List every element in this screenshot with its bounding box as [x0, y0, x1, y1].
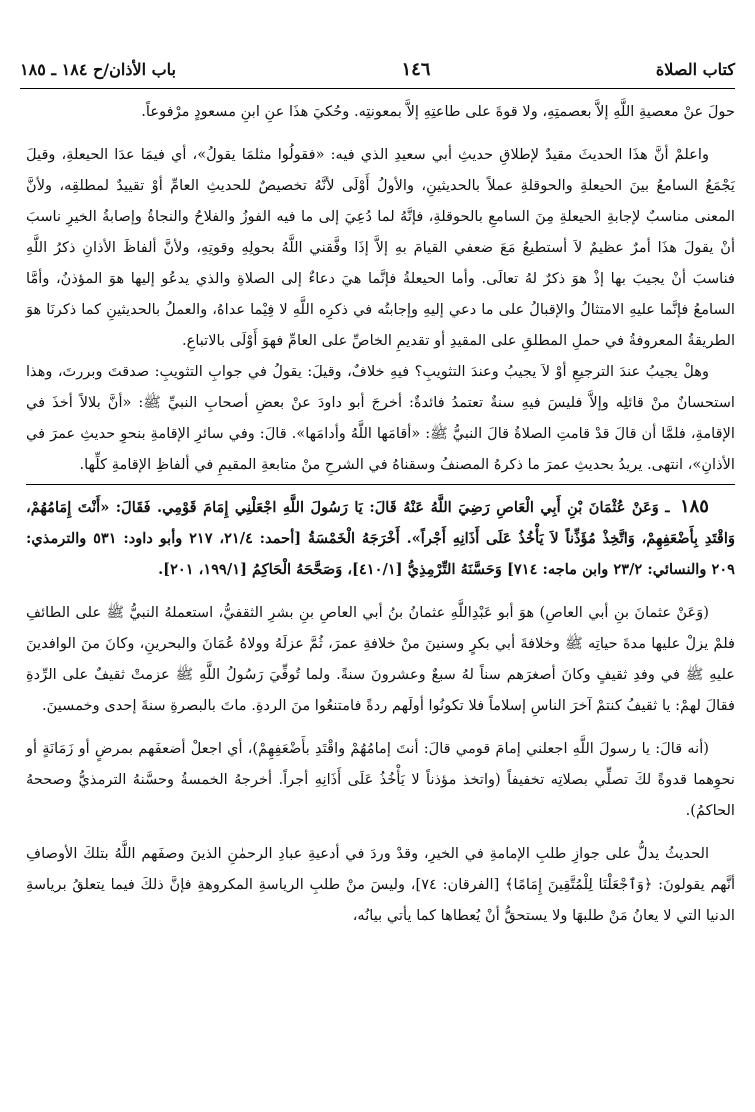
header-rule	[20, 88, 735, 89]
hadith-separator	[26, 484, 735, 485]
paragraph-commentary-1: واعلمْ أنَّ هذَا الحديثَ مقيدٌ لإطلاقِ حديثِ أبي سعيدِ الذي فيه: «فقولُوا مثلمَا يقولُ»، أي فيمَا عدَا الحيعلةِ، وقيلَ يَجْمَعُ السامعُ بينَ الحيعلةِ والحوقلةِ عملاً بالحديثينِ، والأولُ أَوْلَى لأنَّهُ تخصيصٌ للحديثِ العامِّ أوْ تقييدٌ لمطلقِه، ولأنَّ المعنى مناسبٌ لإجابةِ الحيعلةِ مِنَ السامعِ بالحوقلةِ، فإنَّهُ لما دُعِيَ إلى ما فيه الفوزُ والفلاحُ والنجاةُ وإصابةُ الخيرِ ناسبَ أنْ يقولَ هذَا أمرٌ عظيمٌ لاَ أستطيعُ مَعَ ضعفي القيامَ بهِ إلاَّ إذَا وفَّقني اللَّهُ بحولِهِ وقوتِهِ، ولأنَّ ألفاظَ الأذانِ ذكرُ اللَّهِ فناسبَ أنْ يجيبَ بها إذْ هوَ ذكرٌ لهُ تعالَى. وأما الحيعلةُ فإنَّما هيَ دعاءٌ إلى الصلاةِ والذي يدعُو إليها هوَ المؤذنُ، وأمَّا السامعُ فإنَّما عليهِ الامتثالُ والإقبالُ على ما دعي إليهِ وإجابتُه في ذكرِه اللَّهِ لا فِيْما عداهُ، والعملُ بالحديثينِ كما ذكرنَا هوَ الطريقةُ المعروفةُ في حملِ المطلقِ على المقيدِ أو تقديمِ الخاصِّ على العامِّ فهوَ أَوْلَى بالاتباعِ.	[26, 146, 735, 349]
hadith-number: ١٨٥	[679, 496, 709, 517]
paragraph-explanation: (أنه قالَ: يا رسولَ اللَّهِ اجعلني إمامَ قومي قالَ: أنتَ إمامُهُمْ واقْتَدِ بأَضْعَفِهِمْ)، أي اجعلْ أضعفَهم بمرضٍ أو زَمَانَةٍ أو نحوِهما قدوةً لكَ تصلِّي بصلاتِه تخفيفاً (واتخذ مؤذناً لا يَأْخُذُ عَلَى أَذَانِهِ أجراً. أخرجهُ الخمسةُ وحسَّنهُ الترمذيُّ وصححهُ الحاكمُ).	[26, 740, 735, 819]
page-body	[26, 96, 735, 931]
hadith-block	[26, 491, 735, 585]
page-number: ١٤٦	[401, 58, 431, 80]
paragraph-commentary-2: وهلْ يجيبُ عندَ الترجيعِ أوْ لاَ يجيبُ وعندَ التثويبِ؟ فيهِ خلافٌ، وقيلَ: يقولُ في جوابِ التثويبِ: صدقتَ وبررتَ، وهذا استحسانٌ منْ قائلِه وإلاَّ فليسَ فيهِ سنةٌ تعتمدُ فائدةٌ: أخرجَ أبو داودَ عنْ بعضِ أصحابِ النبيِّ ﷺ: «أنَّ بلالاً أخذَ في الإقامةِ، فلمَّا أن قالَ قدْ قامتِ الصلاةُ قالَ النبيُّ ﷺ: «أقامَها اللَّهُ وأدامَها». قالَ: وفي سائرِ الإقامةِ بنحوِ حديثِ عمرَ في الأذانِ»، انتهى. يريدُ بحديثِ عمرَ ما ذكرهُ المصنفُ وسقناهُ في الشرحِ منْ متابعةِ المقيمِ في ألفاظِ الإقامةِ كلِّها.	[26, 363, 735, 473]
paragraph-narrator: (وَعَنْ عثمانَ بنِ أبي العاصِ) هوَ أبو عَبْدِاللَّهِ عثمانُ بنُ أبي العاصِ بنِ بشرِ الثقفيُّ، استعملهُ النبيُّ ﷺ على الطائفِ فلمْ يزلْ عليها مدةَ حياتِه ﷺ وخلافةَ أبي بكرٍ وسنينَ منْ خلافةِ عمرَ، ثُمَّ عزلَهُ وولاهُ عُمَانَ والبحرينِ، وكانَ منَ الوافدينَ عليهِ ﷺ في وفدِ ثقيفٍ وكانَ أصغرَهم سناً لهُ سبعٌ وعشرونَ سنةً. ولما تُوفِّيَ رَسُولُ اللَّهِ ﷺ عزمتْ ثقيفٌ على الرِّدةِ فقالَ لهمْ: يا ثقيفُ كنتمْ آخرَ الناسِ إسلاماً فلا تكونُوا أولَهم ردةً فامتنعُوا منَ الردةِ. ماتَ بالبصرةِ سنةَ إحدى وخمسينَ.	[26, 604, 735, 714]
chapter-title: باب الأذان/ح ١٨٤ ـ ١٨٥	[20, 59, 176, 79]
paragraph-continuation: حولَ عنْ معصيةِ اللَّهِ إلاَّ بعصمتِهِ، ولا قوةَ على طاعتِهِ إلاَّ بمعونتِه. وحُكيَ هذَا عنِ ابنِ مسعودٍ مرْفوعاً.	[141, 103, 735, 120]
book-title: كتاب الصلاة	[655, 59, 735, 79]
running-header	[20, 54, 735, 84]
paragraph-ruling: الحديثُ يدلُّ على جوازِ طلبِ الإمامةِ في الخيرِ، وقدْ وردَ في أدعيةِ عبادِ الرحمٰنِ الذينَ وصفَهم اللَّهُ بتلكَ الأوصافِ أنَّهم يقولونَ: ﴿وَٱجْعَلْنَا لِلْمُتَّقِينَ إِمَامًا﴾ [الفرقان: ٧٤]، وليسَ منْ طلبِ الرياسةِ المكروهةِ فإنَّ ذلكَ فيما يتعلقُ برياسةِ الدنيا التي لا يعانُ مَنْ طلبهَا ولا يستحقُّ أنْ يُعطاها كما يأتي بيانُه،	[26, 845, 736, 924]
hadith-text: ـ وَعَنْ عُثْمَانَ بْنِ أَبِي الْعَاصِ رَضِيَ اللَّهُ عَنْهُ قَالَ: يَا رَسُولَ اللَّهِ اجْعَلْنِي إِمَامَ قَوْمِي. فَقَالَ: «أَنْتَ إِمَامُهُمْ، وَاقْتَدِ بِأَضْعَفِهِمْ، وَاتَّخِذْ مُؤَذِّناً لاَ يَأْخُذُ عَلَى أَذَانِهِ أَجْراً». أَخْرَجَهُ الْخَمْسَةُ [أحمد: ٢١/٤، ٢١٧ وأبو داود: ٥٣١ والترمذي: ٢٠٩ والنسائي: ٢٣/٢ وابن ماجه: ٧١٤] وَحَسَّنَهُ التِّرْمِذِيُّ [٤١٠/١]، وَصَحَّحَهُ الْحَاكِمُ [١٩٩/١، ٢٠١].	[26, 499, 736, 578]
